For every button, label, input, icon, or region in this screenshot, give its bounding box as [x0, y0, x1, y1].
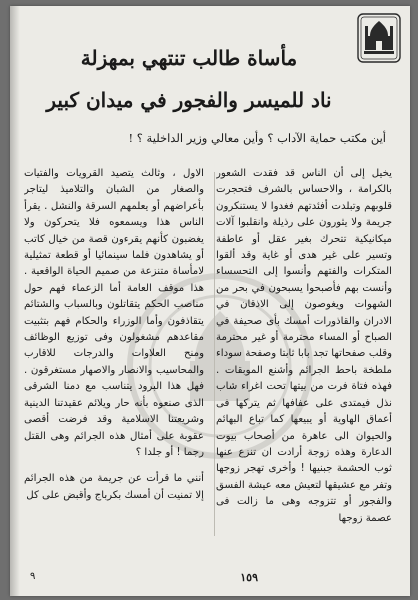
left-column-tail-text: أنني ما قرأت عن جريمة من هذه الجرائم إلا تمنيت أن أمسك بكرباج وأقبض على كل [24, 473, 204, 501]
article-subtitle: أين مكتب حماية الآداب ؟ وأين معالي وزير الداخلية ؟ ! [128, 131, 386, 145]
mosque-seal-icon [356, 12, 402, 64]
page-number: ١٥٩ [240, 571, 258, 584]
column-divider [214, 172, 215, 536]
article-title-line-2: ناد للميسر والفجور في ميدان كبير [46, 88, 332, 112]
magazine-page [10, 6, 410, 596]
article-body-left-column [24, 166, 204, 568]
right-column-text: يخيل إلى أن الناس قد فقدت الشعور بالكرامة ، والاحساس بالشرف فتحجرت قلوبهم وتبلدت أفئدتهم فغدوا لا يستنكرون جريمة ولا يثورون على رذيلة وانقلبوا آلات ميكانيكية تتحرك بغير عقل أو عاطفة وتسير على غير هدى أو غاية وقد ألقوا المتكرات والفتهم وأنسوا إلى التحسساء وأنست بهم فأصبحوا يسبحون في بحر من الشهوات ويغوصون إلى الاذقان في الادران والقاذورات أمسك بأى صحيفة في الصباح أو المساء محترمة أو غير محترمة وقلب صفحاتها تجد بابا ثابتا وصفحة سوداء ملطخة باحط الجرائم وأشنع الموبقات . فهذه فتاة فرت من بيتها تحت اغراء شاب نذل فيمتدى على عفافها ثم يتركها فى أعماق الهاوية أو يبيعها كما تباع البهائم والحيوان الى عاهرة من أصحاب بيوت الدعارة وهذه زوجة أرادت ان تنزع عنها ثوب الحشمة جبنيها ! وأخرى تهجر زوجها وتفر مع عشيقها لتعيش معه عيشة الفسق والفجور أو تتزوجه وهى ما زالت فى عصمة زوجها [216, 168, 392, 524]
left-column-text: الاول ، وثالث يتصيد القرويات والفتيات والصغار من الشبان والتلاميذ ليتاجر بأعراضهم أو يعلمهم السرقة والنشل . يقرأ الناس هذا ويسمعوه فلا يتحركون ولا يغضبون كأنهم يقرءون قصة من خيال كاتب أو يشاهدون فلما سينمائيا أو قطعة تمثيلية لامأساة متنزعة من صميم الحياة الواقعية . هذا موقف العامة أما الزعماء فهم حول مناصب الحكم يتقاتلون وبالسباب والشتائم يتقاذفون وأما الوزراء والحكام فهم بتثبيت مقاعدهم مشغولون وفى توزيع الوظائف ومنح العلاوات والدرجات للاقارب والمحاسيب والانصار والاصهار مستغرقون . فهل هذا البرود يتناسب مع دمنا الشرقى الذى صنعوه بأنه حار ويلائم عقيدتنا الدينية وشريعتنا الاسلامية وقد فرضت أقصى عقوبة على أمثال هذه الجرائم وهى القتل رجما ! أو جلدا ؟ [24, 168, 204, 458]
binding-shadow [10, 6, 20, 596]
signature-mark: ٩ [30, 571, 36, 582]
article-body-right-column [216, 166, 392, 568]
article-title-line-1: مأساة طالب تنتهي بمهزلة [80, 46, 298, 70]
